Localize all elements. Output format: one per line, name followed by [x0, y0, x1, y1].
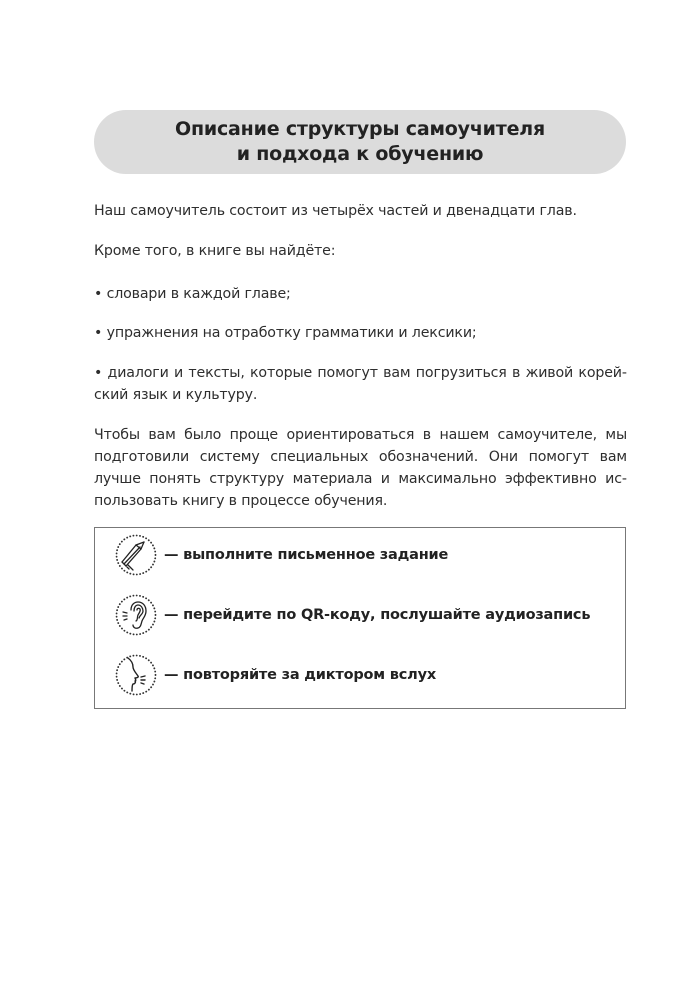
ear-icon — [114, 593, 158, 637]
section-title-line-1: Описание структуры самоучителя — [175, 118, 545, 140]
also-in-book-paragraph: Кроме того, в книге вы найдёте: — [94, 243, 336, 259]
symbols-explanation-paragraph: Чтобы вам было проще ориентироваться в нашем самоучителе, мы подготовили систему специальных обозначений. Они помогут вам лучше понять структуру материала и максимально эффективно использовать книгу в процессе обучения. — [94, 427, 627, 509]
legend-label-audio: — перейдите по QR-коду, послушайте аудиозапись — [164, 607, 591, 623]
symbols-legend-box — [94, 527, 626, 709]
legend-label-writing: — выполните письменное задание — [164, 547, 449, 563]
pencil-icon — [114, 533, 158, 577]
legend-item-writing — [114, 533, 448, 577]
bullet-exercises: • упражнения на отработку грамматики и лексики; — [94, 325, 477, 341]
legend-label-repeat: — повторяйте за диктором вслух — [164, 667, 436, 683]
section-title-line-2: и подхода к обучению — [236, 143, 484, 165]
bullet-dialogues: • диалоги и тексты, которые помогут вам погрузиться в живой корейский язык и культуру. — [94, 365, 627, 403]
intro-paragraph: Наш самоучитель состоит из четырёх частей и двенадцати глав. — [94, 203, 577, 219]
speaking-face-icon — [114, 653, 158, 697]
legend-item-audio — [114, 593, 590, 637]
section-title-banner — [94, 110, 626, 174]
bullet-dictionaries: • словари в каждой главе; — [94, 286, 291, 302]
legend-item-repeat — [114, 653, 436, 697]
